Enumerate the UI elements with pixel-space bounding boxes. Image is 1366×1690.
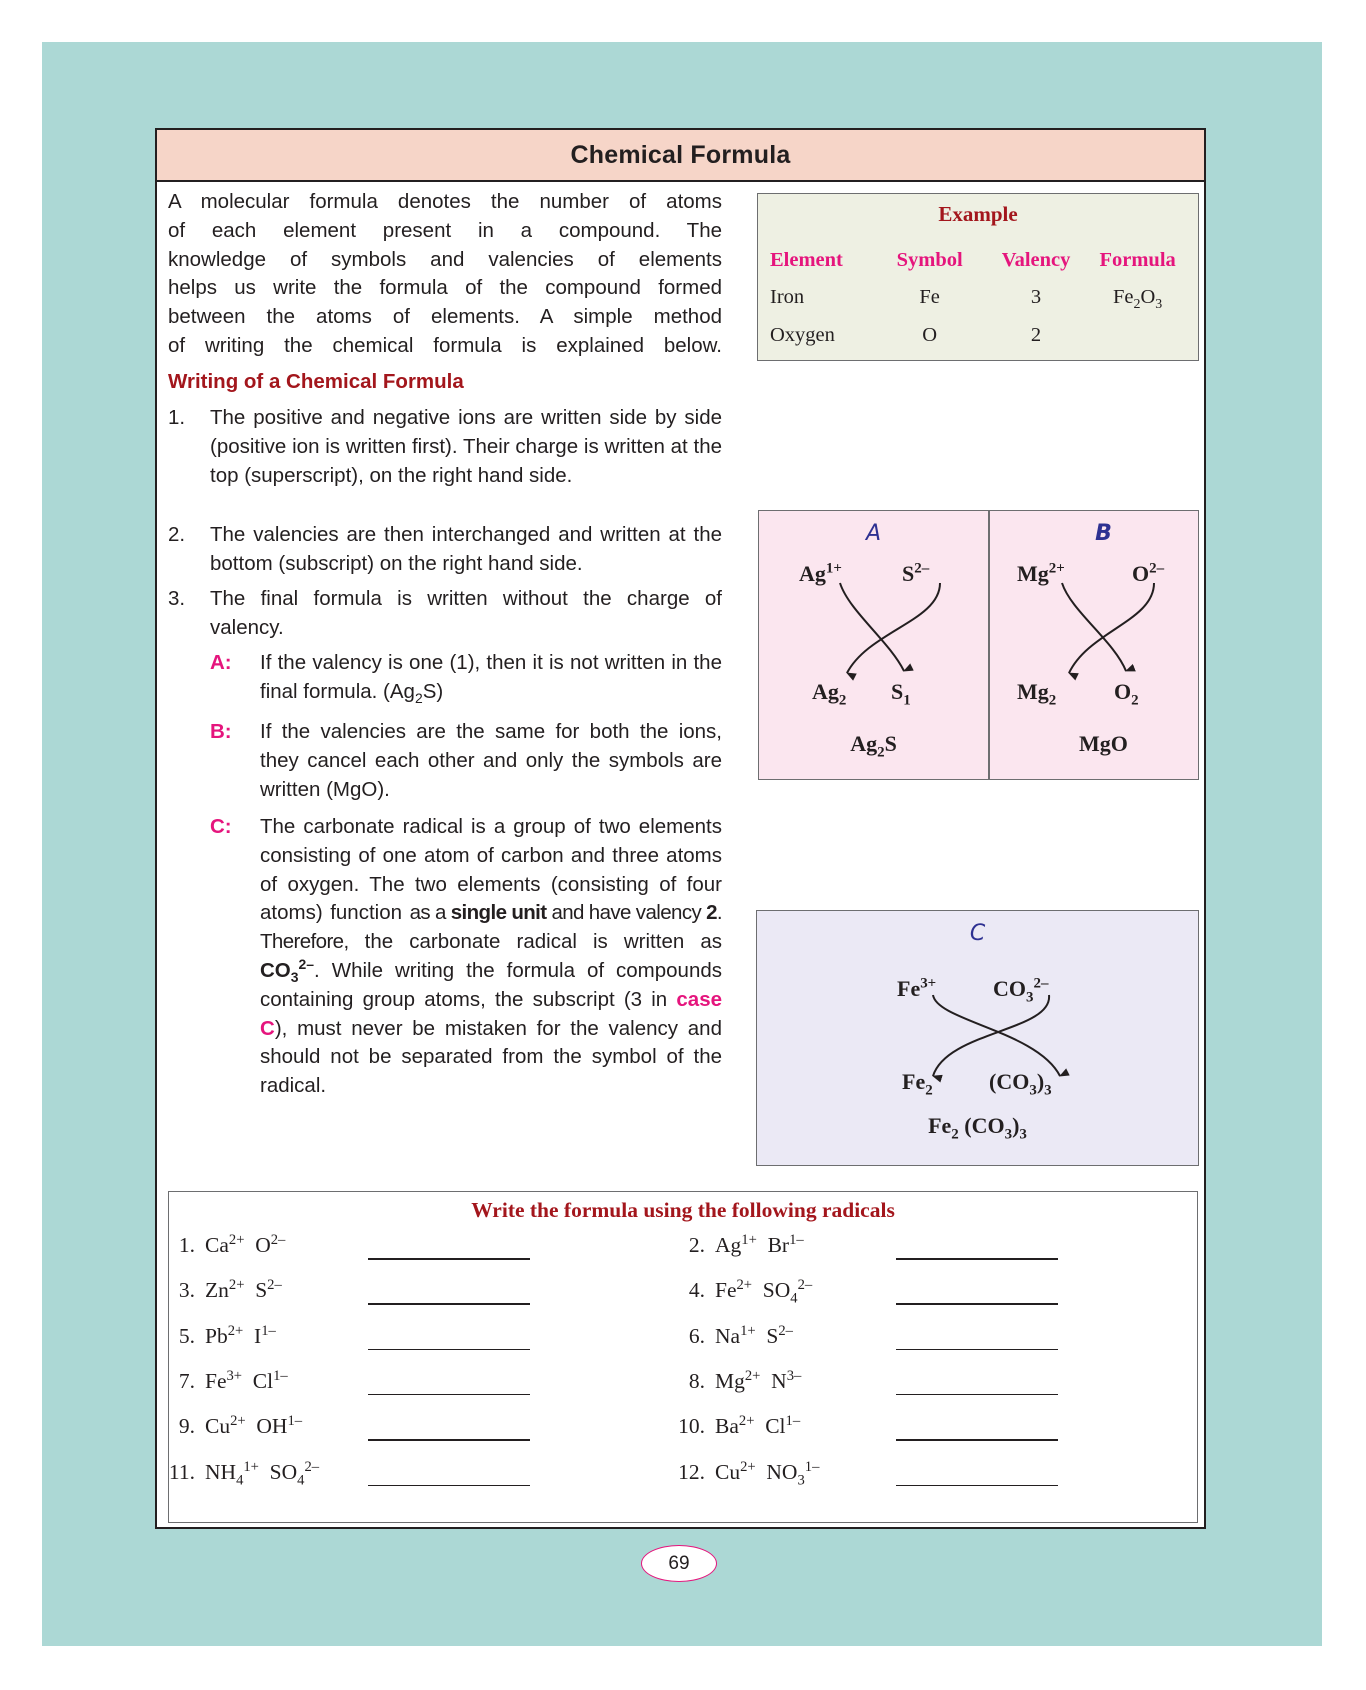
radical-pair: $Fe^{3+}$ $Cl^{1-}$ xyxy=(205,1367,288,1393)
step-number: 3. xyxy=(168,587,186,610)
result-formula: $Ag_2S$ xyxy=(850,731,897,761)
case-c-reference: case C xyxy=(260,987,722,1040)
question-item xyxy=(667,1233,804,1258)
result-formula: $Fe_2$ $(CO_3)_3$ xyxy=(928,1113,1027,1143)
step-item xyxy=(168,404,722,490)
case-a-text: If the valency is one (1), then it is not written in the final formula. (Ag xyxy=(260,651,722,703)
table-row xyxy=(770,316,1186,354)
step-text: The positive and negative ions are written side by side (positive ion is written first). Their charge is written at the top (superscript), on the right hand side. xyxy=(210,406,722,487)
radical-pair: $Ag^{1+}$ $Br^{1-}$ xyxy=(715,1231,804,1257)
ion-bottom-left: $Ag_2$ xyxy=(812,679,847,709)
step-text: The final formula is written without the charge of valency. xyxy=(210,587,722,639)
step-number: 1. xyxy=(168,406,186,429)
text-run: ), must never be mistaken for the valency and should not be separated from the symbol of the radical. xyxy=(260,1016,722,1098)
ion-bottom-right: $(CO_3)_3$ xyxy=(989,1069,1052,1099)
valency-emphasis: 2 xyxy=(706,901,717,925)
question-item xyxy=(157,1233,285,1258)
case-c xyxy=(210,813,722,1101)
text-run: and have valency xyxy=(546,901,707,925)
question-item xyxy=(667,1458,820,1488)
radical-pair: $Zn^{2+}$ $S^{2-}$ xyxy=(205,1277,282,1303)
step-item xyxy=(168,521,722,579)
exercise-title: Write the formula using the following radicals xyxy=(471,1198,895,1222)
intro-line: between the atoms of elements. A simple method xyxy=(168,305,722,329)
question-item xyxy=(667,1369,801,1394)
answer-blank[interactable] xyxy=(896,1303,1058,1305)
question-number: 9. xyxy=(178,1414,195,1439)
question-number: 3. xyxy=(178,1278,195,1303)
radical-pair: $Cu^{2+}$ $NO_3^{1-}$ xyxy=(715,1458,820,1488)
question-number: 10. xyxy=(678,1414,705,1439)
result-formula: MgO xyxy=(1079,731,1128,756)
ion-top-right: $CO_3^{2-}$ xyxy=(993,975,1049,1006)
question-number: 1. xyxy=(178,1233,195,1257)
question-number: 5. xyxy=(178,1323,195,1348)
answer-blank[interactable] xyxy=(368,1303,530,1305)
title-band xyxy=(157,130,1204,182)
question-number: 2. xyxy=(688,1233,705,1257)
question-item xyxy=(157,1414,302,1439)
answer-blank[interactable] xyxy=(896,1485,1058,1487)
case-label: B: xyxy=(210,720,232,743)
radical-pair: $Mg^{2+}$ $N^{3-}$ xyxy=(715,1367,802,1393)
superscript: 2– xyxy=(298,956,315,973)
ion-top-left: $Mg^{2+}$ xyxy=(1017,560,1065,586)
question-number: 7. xyxy=(178,1368,195,1393)
ion-top-right: $S^{2-}$ xyxy=(902,560,930,586)
intro-paragraph xyxy=(168,188,722,361)
radical-pair: $Ba^{2+}$ $Cl^{1-}$ xyxy=(715,1413,801,1439)
intro-line: knowledge of symbols and valencies of elements xyxy=(168,247,722,271)
text-run: . Therefore, xyxy=(260,901,722,954)
step-text: The valencies are then interchanged and written at the bottom (subscript) on the right hand side. xyxy=(210,523,722,575)
intro-line: helps us write the formula of the compound formed xyxy=(168,276,722,300)
table-row xyxy=(770,278,1186,316)
question-number: 4. xyxy=(688,1278,705,1303)
ion-bottom-right: $O_2$ xyxy=(1114,679,1139,709)
column-header: Element xyxy=(770,248,843,271)
answer-blank[interactable] xyxy=(368,1485,530,1487)
carbonate-formula xyxy=(260,956,315,986)
text-run: While writing the formula of compounds containing group atoms, the subscript (3 in xyxy=(260,958,722,1011)
case-text xyxy=(260,649,722,707)
radical-pair: $Na^{1+}$ $S^{2-}$ xyxy=(715,1322,793,1348)
answer-blank[interactable] xyxy=(368,1258,530,1260)
ion-top-left: $Fe^{3+}$ xyxy=(897,975,937,1001)
diagram-label: C xyxy=(969,921,986,946)
page-number: 69 xyxy=(641,1545,717,1582)
question-item xyxy=(667,1277,813,1307)
intro-line: of writing the chemical formula is explained below. xyxy=(168,333,722,357)
arrow-left-to-right xyxy=(933,995,1060,1076)
ion-top-right: $O^{2-}$ xyxy=(1132,560,1165,586)
content-sheet xyxy=(155,128,1206,1529)
exercise-box xyxy=(168,1191,1198,1523)
diagram-label: A xyxy=(865,521,882,546)
column-header: Valency xyxy=(1001,248,1071,271)
radical-pair: $Pb^{2+}$ $I^{1-}$ xyxy=(205,1322,276,1348)
cell-symbol: O xyxy=(922,323,938,346)
ion-top-left: $Ag^{1+}$ xyxy=(799,560,842,586)
answer-blank[interactable] xyxy=(368,1439,530,1441)
question-item xyxy=(157,1324,276,1349)
ion-bottom-right: $S_1$ xyxy=(891,679,911,709)
arrow-left-to-right xyxy=(840,583,904,671)
arrow-left-to-right xyxy=(1062,583,1126,671)
subscript: 2 xyxy=(414,689,423,706)
cell-valency: 2 xyxy=(1030,323,1042,346)
question-number: 6. xyxy=(688,1323,705,1348)
case-text xyxy=(260,813,722,1101)
formula-base: CO xyxy=(260,958,291,982)
radical-pair: $Cu^{2+}$ $OH^{1-}$ xyxy=(205,1413,303,1439)
diagram-c xyxy=(756,910,1199,1166)
answer-blank[interactable] xyxy=(896,1394,1058,1396)
example-title: Example xyxy=(938,202,1018,226)
ion-bottom-left: $Fe_2$ xyxy=(902,1069,933,1099)
diagram-label: B xyxy=(1095,521,1112,546)
cell-element: Iron xyxy=(770,285,805,308)
case-c-text-1: The carbonate radical is a group of two elements consisting of one atom of carbon and three atoms of oxygen. The two elements (consisting of four atoms) function xyxy=(260,815,722,925)
question-item xyxy=(157,1458,320,1488)
case-label: C: xyxy=(210,815,232,838)
cell-formula: $Fe_2O_3$ xyxy=(1113,285,1163,312)
column-header: Formula xyxy=(1099,248,1176,271)
question-number: 12. xyxy=(678,1459,705,1484)
case-text: If the valencies are the same for both the ions, they cancel each other and only the symbols are written (MgO). xyxy=(260,720,722,801)
cell-element: Oxygen xyxy=(770,323,835,346)
arrow-right-to-left xyxy=(933,995,1049,1076)
answer-blank[interactable] xyxy=(896,1349,1058,1351)
diagram-a xyxy=(759,511,988,779)
answer-blank[interactable] xyxy=(368,1394,530,1396)
question-item xyxy=(157,1278,282,1303)
text-run: . xyxy=(314,958,320,982)
question-number: 11. xyxy=(168,1459,195,1484)
diagram-ab xyxy=(758,510,1199,780)
example-grid xyxy=(770,242,1186,354)
section-heading: Writing of a Chemical Formula xyxy=(168,370,464,393)
answer-blank[interactable] xyxy=(896,1439,1058,1441)
question-item xyxy=(667,1414,800,1439)
question-item xyxy=(667,1324,793,1349)
page-title: Chemical Formula xyxy=(570,140,791,169)
intro-line: A molecular formula denotes the number of atoms xyxy=(168,190,722,213)
cell-valency: 3 xyxy=(1030,285,1042,308)
single-unit-emphasis: single unit xyxy=(450,901,547,925)
case-label: A: xyxy=(210,651,232,674)
example-table xyxy=(757,193,1199,361)
intro-line: of each element present in a compound. The xyxy=(168,218,722,242)
ion-bottom-left: $Mg_2$ xyxy=(1017,679,1057,709)
case-a-tail: S) xyxy=(422,679,444,703)
text-run: as a xyxy=(409,901,451,925)
step-number: 2. xyxy=(168,523,186,546)
arrow-right-to-left xyxy=(847,583,940,673)
question-item xyxy=(157,1369,288,1394)
radical-pair: $Ca^{2+}$ $O^{2-}$ xyxy=(205,1231,286,1257)
column-header: Symbol xyxy=(896,248,963,271)
case-a xyxy=(210,649,722,707)
question-number: 8. xyxy=(688,1368,705,1393)
radical-pair: $NH_4^{1+}$ $SO_4^{2-}$ xyxy=(205,1458,320,1488)
radical-pair: $Fe^{2+}$ $SO_4^{2-}$ xyxy=(715,1277,813,1307)
answer-blank[interactable] xyxy=(368,1349,530,1351)
cell-symbol: Fe xyxy=(919,285,940,308)
text-run: the carbonate radical is written as xyxy=(364,930,722,954)
example-header-row xyxy=(770,242,1186,278)
step-item xyxy=(168,585,722,643)
arrow-right-to-left xyxy=(1069,583,1154,673)
subscript: 3 xyxy=(290,969,299,986)
case-b xyxy=(210,718,722,804)
answer-blank[interactable] xyxy=(896,1258,1058,1260)
diagram-b xyxy=(989,511,1218,779)
